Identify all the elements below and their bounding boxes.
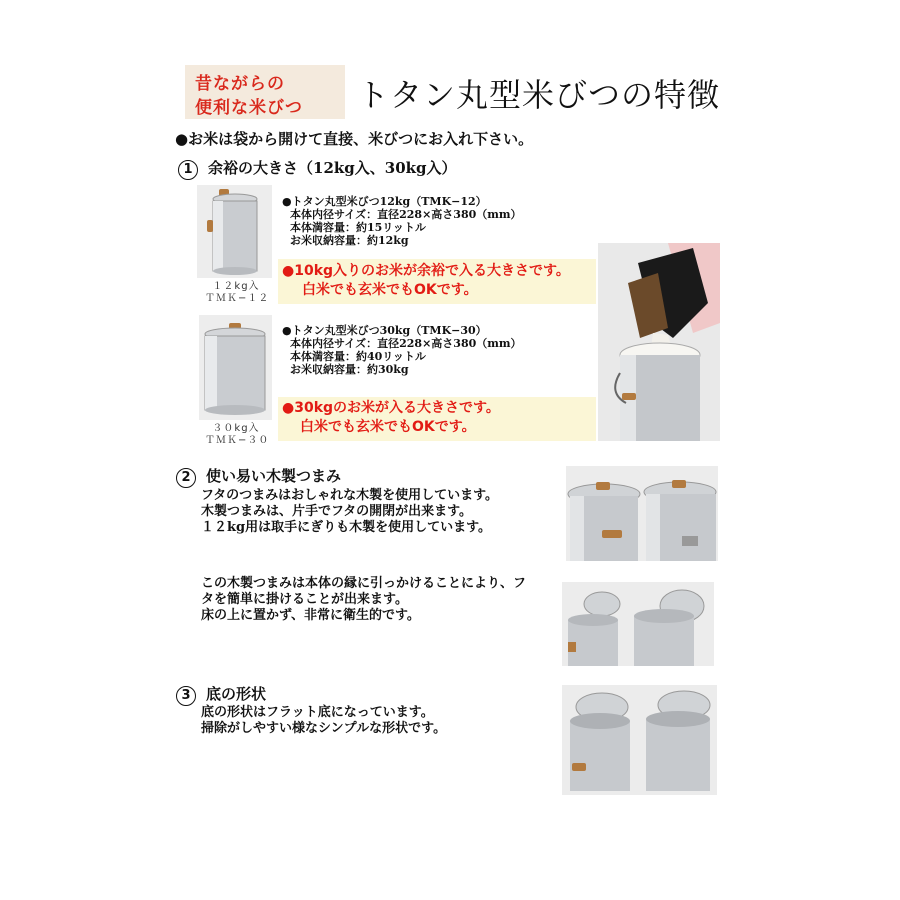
section2-para1-line3: １２kg用は取手にぎりも木製を使用しています。 (201, 520, 492, 535)
section2-para2-line1: この木製つまみは本体の縁に引っかけることにより、フ (201, 576, 527, 591)
tmk30-caption (205, 423, 270, 447)
section1-title: 余裕の大きさ（12kg入、30kg入） (208, 159, 457, 177)
tmk30-photo (199, 315, 272, 420)
tag-line-2: 便利な米びつ (195, 98, 303, 118)
lid-hanging-photo (562, 582, 714, 666)
pouring-rice-photo (598, 243, 720, 441)
tmk30-capacity: お米収納容量：約30kg (290, 363, 409, 376)
section2-para1-line2: 木製つまみは、片手でフタの開閉が出来ます。 (201, 504, 473, 519)
header-tag (185, 65, 345, 119)
tmk12-caption (205, 281, 270, 305)
tmk12-specs (282, 195, 522, 247)
section3-number: 3 (176, 686, 196, 706)
tmk12-volume: 本体満容量：約15リットル (290, 221, 426, 234)
tmk12-highlight-line2: 白米でも玄米でもOKです。 (302, 282, 478, 298)
tmk12-highlight-line1: ●10kg入りのお米が余裕で入る大きさです。 (282, 263, 570, 279)
section2-title: 使い易い木製つまみ (206, 467, 342, 485)
section1-heading (178, 157, 457, 180)
section3-body (201, 705, 446, 737)
section2-para2-line2: タを簡単に掛けることが出来ます。 (201, 592, 408, 607)
tmk30-specs (282, 324, 522, 376)
section3-line1: 底の形状はフラット底になっています。 (201, 705, 434, 720)
tmk12-size: 本体内径サイズ：直径228×高さ380（mm） (290, 208, 522, 221)
wooden-knob-photo (566, 466, 718, 561)
tmk12-highlight (278, 259, 596, 304)
tmk30-size: 本体内径サイズ：直径228×高さ380（mm） (290, 337, 522, 350)
tmk12-name: ●トタン丸型米びつ12kg（TMK−12） (282, 195, 487, 208)
section2-number: 2 (176, 468, 196, 488)
tag-line-1: 昔ながらの (195, 74, 285, 94)
intro-note: ●お米は袋から開けて直接、米びつにお入れ下さい。 (175, 130, 534, 148)
page-title: トタン丸型米びつの特徴 (357, 76, 721, 114)
tmk30-caption-line2: ＴＭＫ−３０ (205, 435, 270, 446)
tmk12-photo (197, 185, 272, 278)
tmk30-highlight-line1: ●30kgのお米が入る大きさです。 (282, 400, 500, 416)
flat-bottom-photo (562, 685, 717, 795)
tmk30-caption-line1: ３０kg入 (212, 423, 260, 434)
section2-para2 (201, 576, 526, 624)
tmk12-caption-line1: １２kg入 (212, 281, 260, 292)
section3-line2: 掃除がしやすい様なシンプルな形状です。 (201, 721, 447, 736)
tmk30-highlight (278, 397, 596, 441)
tmk30-name: ●トタン丸型米びつ30kg（TMK−30） (282, 324, 487, 337)
section3-heading (176, 683, 266, 706)
tmk30-volume: 本体満容量：約40リットル (290, 350, 426, 363)
section1-number: 1 (178, 160, 198, 180)
section3-title: 底の形状 (206, 685, 267, 703)
section2-para2-line3: 床の上に置かず、非常に衛生的です。 (201, 608, 420, 623)
section2-para1-line1: フタのつまみはおしゃれな木製を使用しています。 (201, 488, 499, 503)
tmk12-caption-line2: ＴＭＫ−１２ (205, 293, 270, 304)
tmk30-highlight-line2: 白米でも玄米でもOKです。 (300, 419, 476, 435)
section2-heading (176, 465, 341, 488)
tmk12-capacity: お米収納容量：約12kg (290, 234, 409, 247)
section2-para1 (201, 488, 498, 536)
